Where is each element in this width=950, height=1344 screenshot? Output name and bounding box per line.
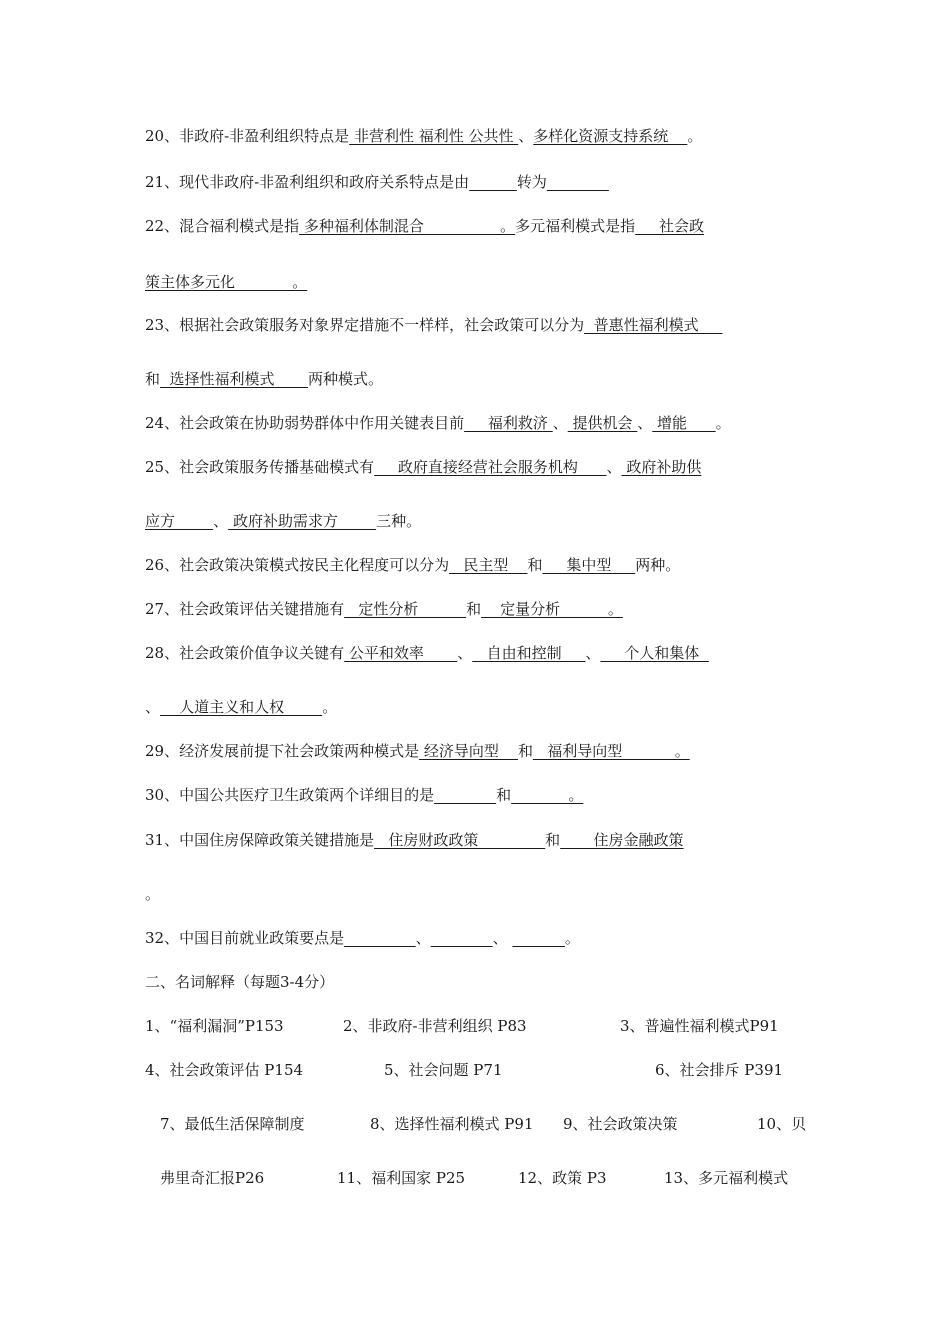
blank: 。	[511, 786, 584, 804]
question-text: 23、根据社会政策服务对象界定措施不一样样，社会政策可以分为	[145, 316, 585, 334]
answer: 福利救济	[464, 414, 553, 432]
blank	[344, 929, 416, 947]
question-30	[145, 785, 583, 805]
suffix: 两种。	[635, 556, 681, 574]
blank	[434, 786, 496, 804]
question-23	[145, 315, 722, 335]
term-8: 8、选择性福利模式 P91	[370, 1115, 534, 1133]
term-5: 5、社会问题 P71	[384, 1061, 503, 1079]
question-text: 29、经济发展前提下社会政策两种模式是	[145, 742, 420, 760]
question-text: 多元福利模式是指	[515, 217, 636, 235]
term-6: 6、社会排斥 P391	[655, 1061, 784, 1079]
question-27	[145, 599, 623, 619]
separator: 、	[552, 414, 568, 432]
connector: 转为	[516, 173, 547, 191]
connector: 和	[545, 831, 561, 849]
term-11: 11、福利国家 P25	[337, 1169, 466, 1187]
question-text: 26、社会政策决策模式按民主化程度可以分为	[145, 556, 450, 574]
section-title: 二、名词解释（每题3-4分）	[145, 973, 335, 991]
answer: 多样化资源支持系统	[533, 127, 688, 145]
question-text: 21、现代非政府-非盈利组织和政府关系特点是由	[145, 173, 470, 191]
question-31-continued	[145, 884, 160, 904]
answer: 政府直接经营社会服务机构	[374, 458, 607, 476]
connector: 和	[517, 742, 533, 760]
suffix: 两种模式。	[307, 370, 383, 388]
question-21	[145, 172, 609, 192]
question-text: 32、中国目前就业政策要点是	[145, 929, 345, 947]
separator: 、	[518, 127, 534, 145]
separator: 、	[492, 929, 508, 947]
term-1: 1、“福利漏洞”P153	[145, 1017, 284, 1035]
question-text: 24、社会政策在协助弱势群体中作用关键表目前	[145, 414, 465, 432]
term-4: 4、社会政策评估 P154	[145, 1061, 304, 1079]
answer: 社会政	[635, 217, 705, 235]
question-24	[145, 413, 731, 433]
answer: 政府补助供	[621, 458, 702, 476]
answer: 住房财政政策	[374, 831, 546, 849]
term-10: 10、贝	[757, 1115, 807, 1133]
answer: 福利导向型 。	[532, 742, 690, 760]
answer: 应方	[145, 512, 214, 530]
term-2: 2、非政府-非营利组织 P83	[343, 1017, 527, 1035]
answer: 民主型	[449, 556, 528, 574]
separator: 、	[606, 458, 622, 476]
answer: 定性分析	[344, 600, 467, 618]
answer: 普惠性福利模式	[584, 316, 723, 334]
blank	[469, 173, 517, 191]
separator: 、	[145, 698, 161, 716]
suffix: 三种。	[376, 512, 422, 530]
suffix: 。	[687, 127, 703, 145]
term-3: 3、普遍性福利模式P91	[620, 1017, 779, 1035]
question-29	[145, 741, 690, 761]
connector: 和	[145, 370, 161, 388]
question-text: 20、非政府-非盈利组织特点是	[145, 127, 350, 145]
connector: 和	[466, 600, 482, 618]
question-25-continued	[145, 511, 421, 531]
answer: 非营利性 福利性 公共性	[349, 127, 519, 145]
question-text: 30、中国公共医疗卫生政策两个详细目的是	[145, 786, 435, 804]
answer: 策主体多元化 。	[145, 273, 308, 291]
answer: 经济导向型	[419, 742, 518, 760]
separator: 、	[415, 929, 431, 947]
term-12: 12、政策 P3	[518, 1169, 607, 1187]
answer: 多种福利体制混合 。	[299, 217, 516, 235]
answer: 自由和控制	[472, 644, 586, 662]
separator: 、	[585, 644, 601, 662]
answer: 提供机会	[567, 414, 638, 432]
suffix: 。	[715, 414, 731, 432]
answer: 定量分析 。	[481, 600, 623, 618]
connector: 和	[527, 556, 543, 574]
question-23-continued	[145, 369, 383, 389]
connector: 和	[496, 786, 512, 804]
suffix: 。	[145, 885, 161, 903]
suffix: 。	[564, 929, 580, 947]
answer: 集中型	[542, 556, 636, 574]
question-32	[145, 928, 580, 948]
question-28	[145, 643, 709, 663]
question-28-continued	[145, 697, 337, 717]
question-26	[145, 555, 680, 575]
question-31	[145, 830, 684, 850]
question-text: 22、混合福利模式是指	[145, 217, 300, 235]
term-9: 9、社会政策决策	[563, 1115, 678, 1133]
separator: 、	[213, 512, 229, 530]
suffix: 。	[322, 698, 338, 716]
question-text: 28、社会政策价值争议关键有	[145, 644, 345, 662]
question-text: 25、社会政策服务传播基础模式有	[145, 458, 375, 476]
blank	[547, 173, 609, 191]
answer: 增能	[652, 414, 716, 432]
blank	[431, 929, 493, 947]
term-13: 13、多元福利模式	[664, 1169, 789, 1187]
separator: 、	[637, 414, 653, 432]
question-20	[145, 126, 702, 146]
term-7: 7、最低生活保障制度	[160, 1115, 305, 1133]
separator: 、	[457, 644, 473, 662]
question-text: 31、中国住房保障政策关键措施是	[145, 831, 375, 849]
answer: 人道主义和人权	[160, 698, 323, 716]
answer: 个人和集体	[600, 644, 709, 662]
answer: 政府补助需求方	[228, 512, 377, 530]
question-22-continued	[145, 272, 307, 292]
answer: 住房金融政策	[560, 831, 684, 849]
answer: 公平和效率	[344, 644, 458, 662]
answer: 选择性福利模式	[160, 370, 308, 388]
question-25	[145, 457, 701, 477]
term-10-continued: 弗里奇汇报P26	[160, 1169, 265, 1187]
question-text: 27、社会政策评估关键措施有	[145, 600, 345, 618]
blank	[512, 929, 564, 947]
question-22	[145, 216, 704, 236]
